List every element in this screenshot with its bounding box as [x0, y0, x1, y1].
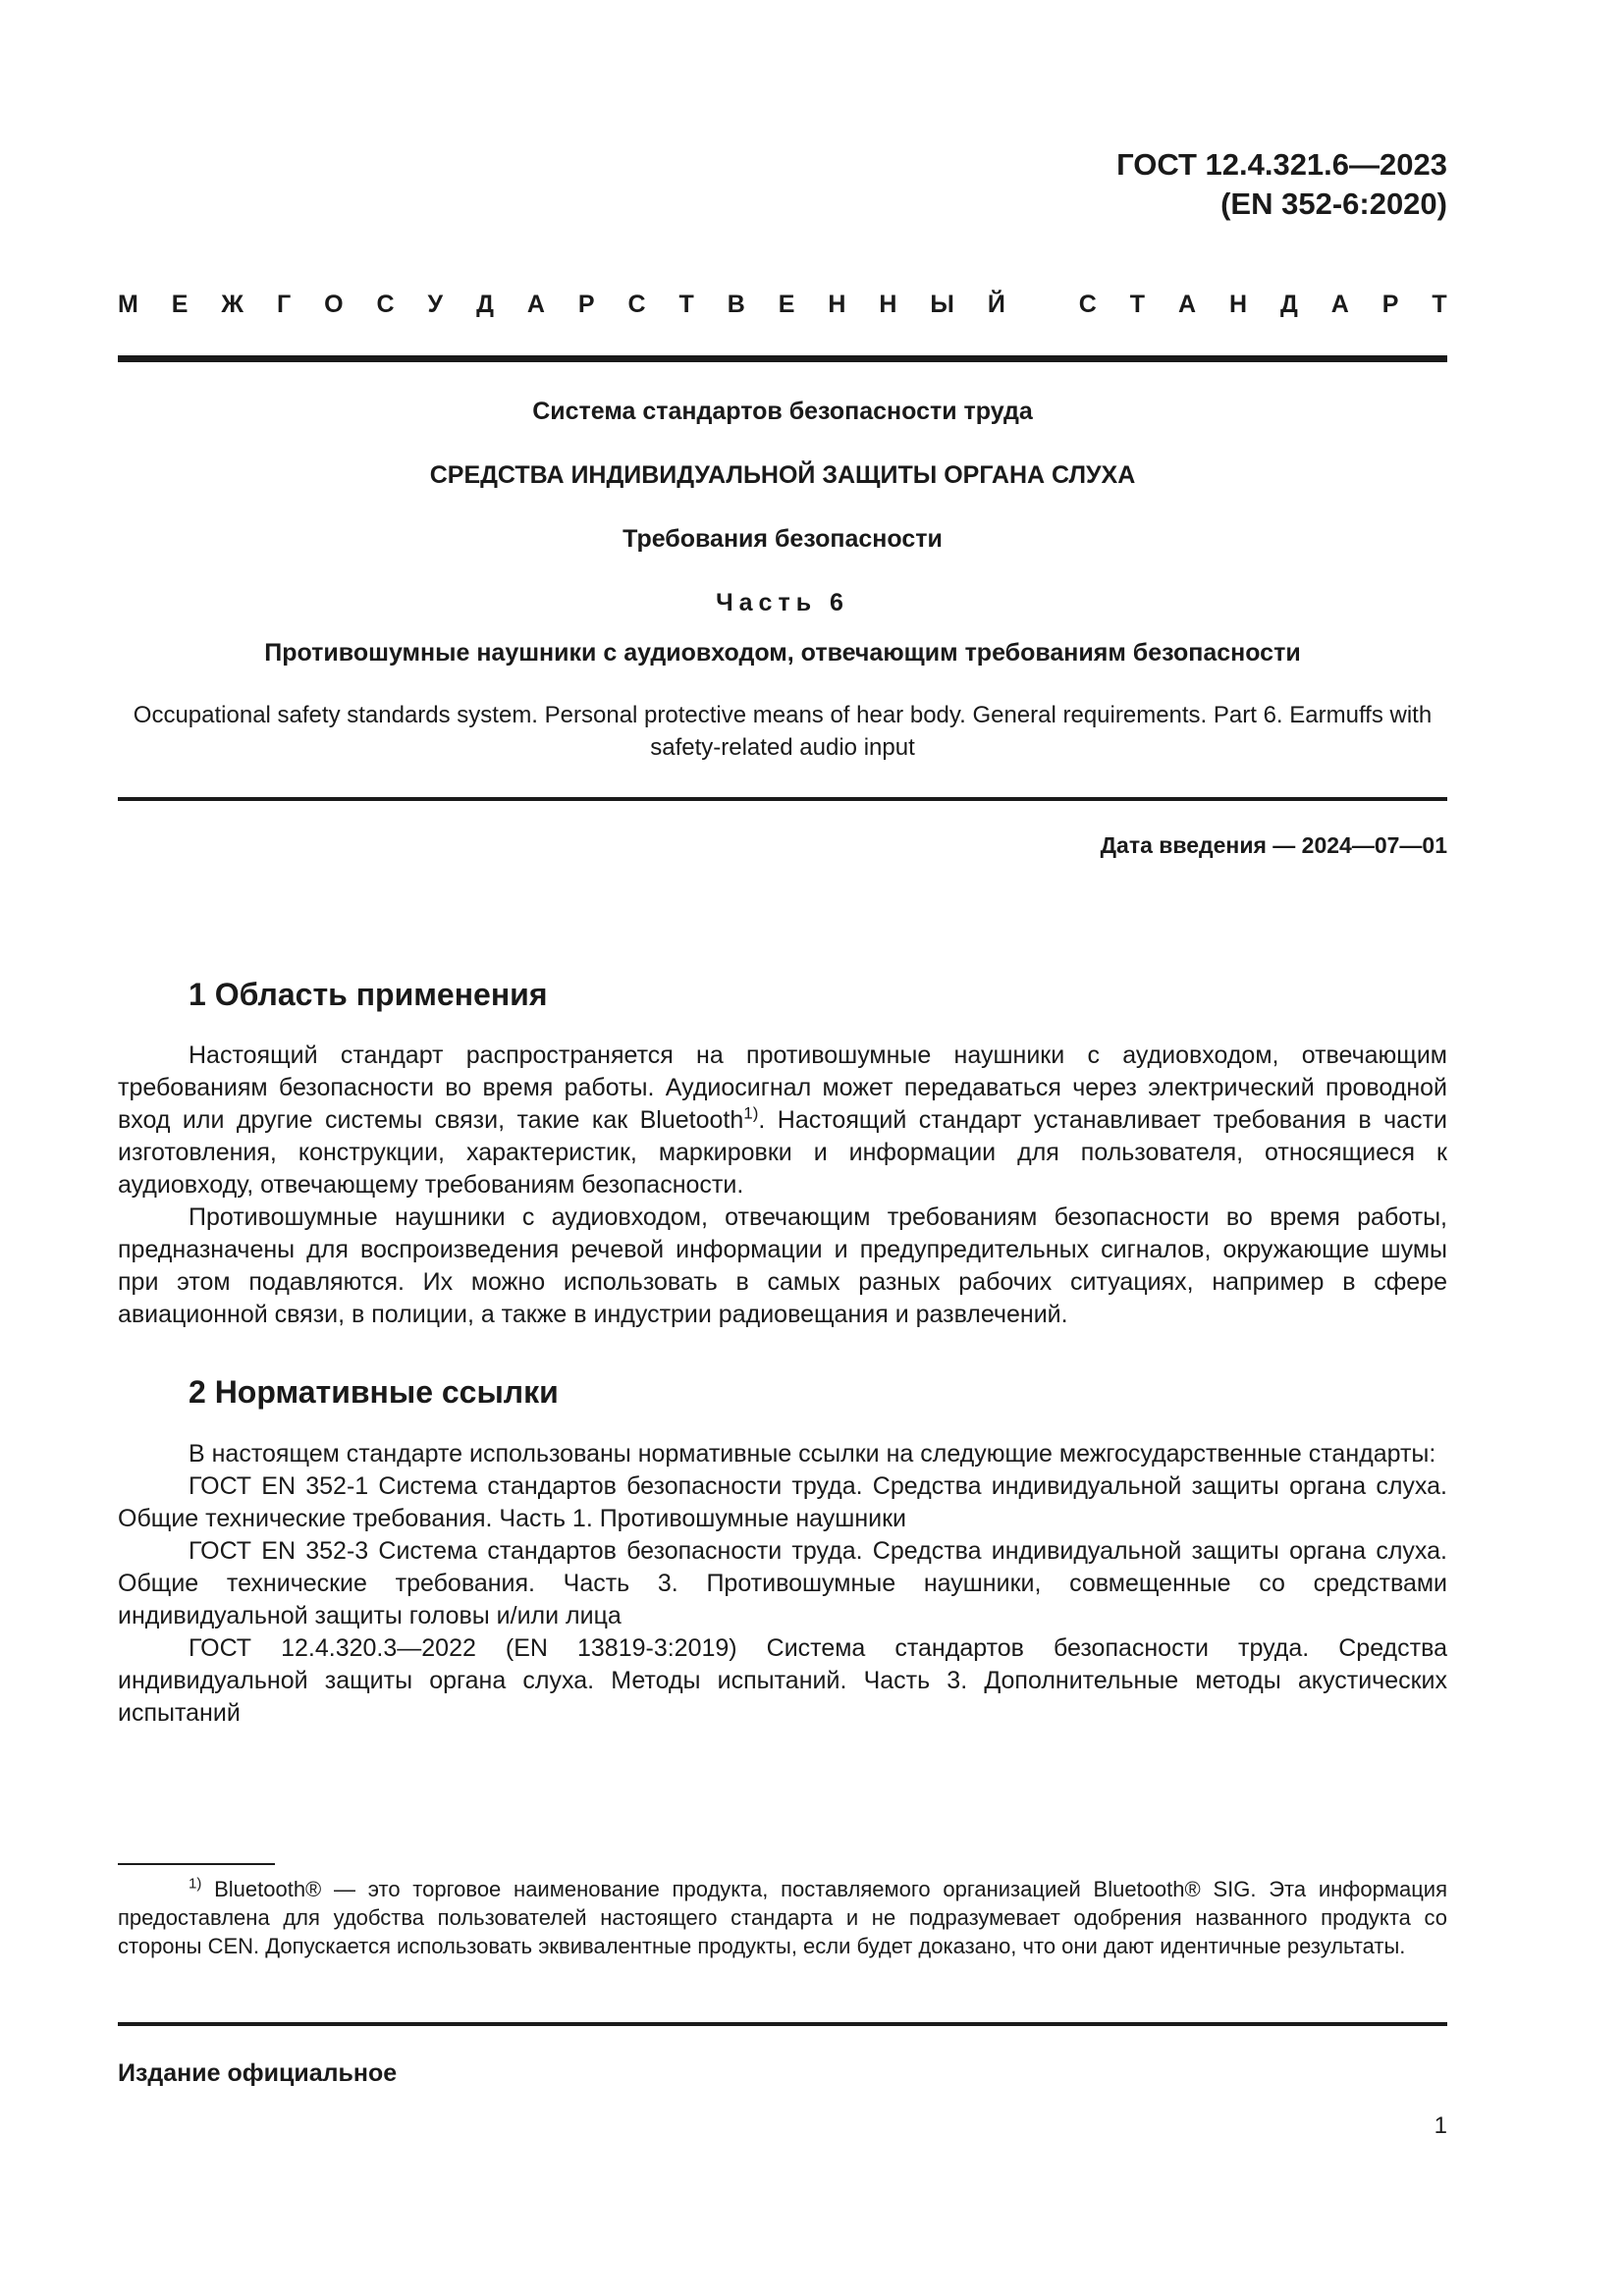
banner-letter: Т — [678, 291, 694, 318]
banner-letter: А — [1177, 291, 1196, 318]
banner-letter: О — [324, 291, 344, 318]
normative-reference-2: ГОСТ EN 352-3 Система стандартов безопасности труда. Средства индивидуальной защиты органа слуха. Общие технические требования. Часть 3. Противошумные наушники, совмещенные со средствами индивидуальной защиты головы и/или лица — [118, 1537, 1447, 1629]
banner-letter: С — [376, 291, 395, 318]
paragraph-text: Настоящий стандарт распространяется на противошумные наушники с аудиовходом, отвечающим требованиям безопасности во время работы. Аудиосигнал может передаваться через электрический проводной вход или другие системы связи, такие как Bluetooth — [118, 1041, 1447, 1134]
banner-letter: У — [427, 291, 444, 318]
banner-letter: Н — [879, 291, 897, 318]
banner-word-gap — [1039, 291, 1046, 319]
banner-letter: Т — [1129, 291, 1145, 318]
banner-letter: Н — [828, 291, 846, 318]
main-title: СРЕДСТВА ИНДИВИДУАЛЬНОЙ ЗАЩИТЫ ОРГАНА СЛУХА — [429, 461, 1136, 489]
paragraph-text-continued: . Настоящий стандарт устанавливает требования в части изготовления, конструкции, характеристик, маркировки и информации для пользователя, относящиеся к аудиовходу, отвечающему требованиям безопасности. — [118, 1106, 1448, 1199]
banner-letter: Е — [171, 291, 189, 318]
part-title: Противошумные наушники с аудиовходом, отвечающим требованиям безопасности — [264, 639, 1301, 667]
section-1-paragraph-1 — [118, 1040, 1447, 1201]
official-edition-label: Издание официальное — [118, 2059, 398, 2087]
footnote — [118, 1875, 1447, 1960]
banner-letter: Д — [1279, 291, 1298, 318]
banner-letter: Ж — [221, 291, 244, 318]
banner-letter: Н — [1228, 291, 1248, 318]
subtitle: Требования безопасности — [623, 525, 943, 553]
designation-line-1: ГОСТ 12.4.321.6—2023 — [1116, 147, 1447, 182]
banner-letter: Е — [778, 291, 795, 318]
footnote-mark: 1) — [189, 1875, 202, 1893]
introduction-date: Дата введения — 2024—07—01 — [1100, 832, 1447, 858]
english-title: Occupational safety standards system. Personal protective means of hear body. General requirements. Part 6. Earmuffs with safety-related audio input — [133, 702, 1433, 761]
section-1-paragraph-2: Противошумные наушники с аудиовходом, отвечающим требованиям безопасности во время работы, предназначены для воспроизведения речевой информации и предупредительных сигналов, окружающие шумы при этом подавляются. Их можно использовать в самых разных рабочих ситуациях, например в сфере авиационной связи, в полиции, а также в индустрии радиовещания и развлечений. — [118, 1203, 1447, 1328]
section-1-body — [118, 1040, 1447, 1331]
banner-letter: С — [1078, 291, 1097, 318]
banner-letter: В — [727, 291, 745, 318]
banner-letter: А — [526, 291, 545, 318]
banner-letter: Т — [1432, 291, 1447, 318]
header-thick-rule — [118, 355, 1447, 362]
section-2-intro: В настоящем стандарте использованы нормативные ссылки на следующие межгосударственные стандарты: — [189, 1440, 1436, 1468]
footnote-text: Bluetooth® — это торговое наименование продукта, поставляемого организацией Bluetooth® SIG. Эта информация предоставлена для удобства пользователей настоящего стандарта и не подразумевает одобрения названного продукта со стороны CEN. Допускается использовать эквивалентные продукты, если будет доказано, что они дают идентичные результаты. — [118, 1877, 1447, 1958]
banner-letter: М — [118, 291, 138, 318]
banner-letter: Р — [577, 291, 595, 318]
banner-letter: Ы — [930, 291, 954, 318]
banner-letter: Р — [1381, 291, 1399, 318]
footer-rule — [118, 2022, 1447, 2026]
banner-letter: С — [627, 291, 646, 318]
footnote-separator — [118, 1863, 275, 1865]
normative-reference-1: ГОСТ EN 352-1 Система стандартов безопасности труда. Средства индивидуальной защиты органа слуха. Общие технические требования. Часть 1. Противошумные наушники — [118, 1472, 1447, 1532]
standard-designation — [1116, 145, 1447, 224]
system-title: Система стандартов безопасности труда — [532, 398, 1033, 425]
banner-letter: А — [1330, 291, 1349, 318]
banner-letter: Г — [276, 291, 292, 318]
designation-line-2: (EN 352-6:2020) — [1220, 187, 1447, 221]
footnote-reference: 1) — [743, 1103, 759, 1123]
page-number: 1 — [1434, 2112, 1447, 2139]
title-rule — [118, 797, 1447, 801]
section-2-body — [118, 1438, 1447, 1730]
section-2-heading: 2 Нормативные ссылки — [189, 1374, 559, 1410]
part-label: Часть 6 — [716, 589, 849, 616]
normative-reference-3: ГОСТ 12.4.320.3—2022 (EN 13819-3:2019) Система стандартов безопасности труда. Средства индивидуальной защиты органа слуха. Методы испытаний. Часть 3. Дополнительные методы акустических испытаний — [118, 1634, 1447, 1727]
banner-letter: Д — [476, 291, 494, 318]
section-1-heading: 1 Область применения — [189, 977, 548, 1012]
banner-letter: Й — [987, 291, 1005, 318]
interstate-standard-banner — [118, 291, 1447, 319]
